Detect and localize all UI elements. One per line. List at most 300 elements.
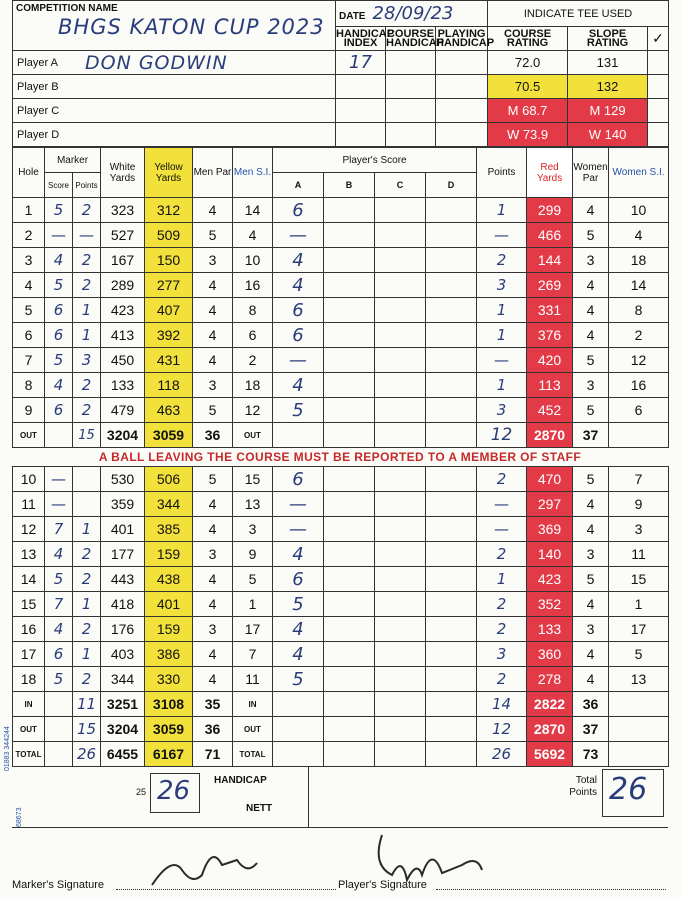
women-par: 4: [573, 198, 609, 223]
hole-row: [13, 348, 669, 373]
white-yards: 403: [101, 642, 145, 667]
player-d-score: [426, 467, 477, 492]
men-si: 11: [233, 667, 273, 692]
hole-number: 2: [13, 223, 45, 248]
player-d-score: [426, 198, 477, 223]
hole-row: [13, 223, 669, 248]
total-men-par: 71: [193, 742, 233, 767]
player-c-score: [375, 273, 426, 298]
player-d-score: [426, 348, 477, 373]
player-a-score: 6: [273, 198, 324, 223]
player-row-a: [13, 51, 669, 75]
stableford-points: 2: [477, 667, 527, 692]
marker-points: 2: [73, 617, 101, 642]
player-c-score: [375, 517, 426, 542]
total-points: 26: [477, 742, 527, 767]
marker-score: 5: [45, 567, 73, 592]
yellow-yards: 407: [145, 298, 193, 323]
men-par: 4: [193, 298, 233, 323]
hole-row: [13, 467, 669, 492]
player-d-score: [426, 298, 477, 323]
out-points: 12: [477, 423, 527, 448]
women-si: 6: [609, 398, 669, 423]
marker-score: 6: [45, 323, 73, 348]
women-si: 17: [609, 617, 669, 642]
red-yards: 133: [527, 617, 573, 642]
yellow-yards: 401: [145, 592, 193, 617]
total-white: 3204: [101, 717, 145, 742]
total-d: [426, 742, 477, 767]
women-par: 4: [573, 667, 609, 692]
player-c-score: [375, 467, 426, 492]
white-yards: 413: [101, 323, 145, 348]
men-par: 4: [193, 198, 233, 223]
yellow-yards: 150: [145, 248, 193, 273]
total-d: [426, 692, 477, 717]
marker-signature-scribble: [142, 835, 272, 895]
stableford-points: 3: [477, 273, 527, 298]
red-yards: 470: [527, 467, 573, 492]
women-par: 4: [573, 517, 609, 542]
player-c-score: [375, 398, 426, 423]
red-yards: 376: [527, 323, 573, 348]
player-a-score: 6: [273, 467, 324, 492]
hole-number: 6: [13, 323, 45, 348]
women-par: 4: [573, 492, 609, 517]
total-points: 14: [477, 692, 527, 717]
total-b: [324, 692, 375, 717]
total-men-par: 36: [193, 717, 233, 742]
hole-row: [13, 592, 669, 617]
slope-rating-red-women: W 140: [568, 123, 648, 147]
col-player-b: B: [324, 173, 375, 198]
white-yards: 323: [101, 198, 145, 223]
white-yards: 527: [101, 223, 145, 248]
col-marker: Marker: [45, 148, 101, 173]
player-c-course-handicap: [386, 99, 436, 123]
women-par: 4: [573, 273, 609, 298]
men-par: 3: [193, 542, 233, 567]
player-d-score: [426, 398, 477, 423]
total-yellow: 3108: [145, 692, 193, 717]
white-yards: 167: [101, 248, 145, 273]
out-white: 3204: [101, 423, 145, 448]
marker-score: 4: [45, 617, 73, 642]
women-si: 10: [609, 198, 669, 223]
tee-check-yellow: [648, 75, 669, 99]
players-signature-label: Player's Signature: [338, 879, 427, 891]
player-c-score: [375, 542, 426, 567]
total-label: TOTAL: [13, 742, 45, 767]
women-par: 3: [573, 373, 609, 398]
player-b-course-handicap: [386, 75, 436, 99]
course-rating-header: COURSE RATING: [488, 27, 568, 51]
stableford-points: 2: [477, 467, 527, 492]
total-yellow: 3059: [145, 717, 193, 742]
player-d-score: [426, 492, 477, 517]
red-yards: 452: [527, 398, 573, 423]
stableford-points: 2: [477, 617, 527, 642]
hole-row: [13, 373, 669, 398]
marker-points: 1: [73, 642, 101, 667]
men-par: 5: [193, 223, 233, 248]
women-si: 14: [609, 273, 669, 298]
out-c: [375, 423, 426, 448]
handicap-nett-box: [206, 767, 308, 827]
player-d-score: [426, 667, 477, 692]
slope-rating-red-men: M 129: [568, 99, 648, 123]
player-row-c: [13, 99, 669, 123]
out-men-par: 36: [193, 423, 233, 448]
hole-number: 17: [13, 642, 45, 667]
nett-divider: [308, 767, 329, 827]
total-marker-score: [45, 742, 73, 767]
yellow-yards: 438: [145, 567, 193, 592]
white-yards: 450: [101, 348, 145, 373]
marker-score: 6: [45, 298, 73, 323]
yellow-yards: 312: [145, 198, 193, 223]
men-si: 13: [233, 492, 273, 517]
white-yards: 177: [101, 542, 145, 567]
player-d-score: [426, 223, 477, 248]
col-men-par: Men Par: [193, 148, 233, 198]
out-women-si: [609, 423, 669, 448]
total-a: [273, 717, 324, 742]
red-yards: 369: [527, 517, 573, 542]
player-a-score: 4: [273, 248, 324, 273]
hole-row: [13, 273, 669, 298]
yellow-yards: 431: [145, 348, 193, 373]
men-si: 6: [233, 323, 273, 348]
men-par: 3: [193, 373, 233, 398]
men-par: 3: [193, 248, 233, 273]
player-d-score: [426, 642, 477, 667]
women-par: 4: [573, 298, 609, 323]
total-women-par: 37: [573, 717, 609, 742]
stableford-points: —: [477, 492, 527, 517]
marker-score: —: [45, 223, 73, 248]
hole-number: 7: [13, 348, 45, 373]
col-marker-score: Score: [45, 173, 73, 198]
player-d-course-handicap: [386, 123, 436, 147]
hole-row: [13, 617, 669, 642]
out-label-2: OUT: [233, 423, 273, 448]
out-d: [426, 423, 477, 448]
out-label: OUT: [13, 423, 45, 448]
white-yards: 133: [101, 373, 145, 398]
men-si: 16: [233, 273, 273, 298]
player-d-score: [426, 373, 477, 398]
player-a-score: 4: [273, 617, 324, 642]
white-yards: 344: [101, 667, 145, 692]
men-si: 7: [233, 642, 273, 667]
red-yards: 144: [527, 248, 573, 273]
total-points-label: Total Points: [569, 775, 597, 798]
marker-score: 5: [45, 198, 73, 223]
marker-score: 7: [45, 517, 73, 542]
men-si: 12: [233, 398, 273, 423]
out-a: [273, 423, 324, 448]
total-yellow: 6167: [145, 742, 193, 767]
player-a-score: 6: [273, 323, 324, 348]
marker-points: 2: [73, 667, 101, 692]
hole-row: [13, 642, 669, 667]
marker-score: 7: [45, 592, 73, 617]
hole-number: 14: [13, 567, 45, 592]
women-par: 5: [573, 398, 609, 423]
men-par: 3: [193, 617, 233, 642]
women-si: 9: [609, 492, 669, 517]
hole-number: 10: [13, 467, 45, 492]
stableford-points: 2: [477, 592, 527, 617]
total-women-par: 36: [573, 692, 609, 717]
marker-score: 4: [45, 542, 73, 567]
total-c: [375, 692, 426, 717]
white-yards: 418: [101, 592, 145, 617]
hole-number: 9: [13, 398, 45, 423]
player-c-score: [375, 248, 426, 273]
men-par: 4: [193, 273, 233, 298]
player-c-score: [375, 323, 426, 348]
player-b-score: [324, 542, 375, 567]
player-b-score: [324, 592, 375, 617]
marker-score: 5: [45, 348, 73, 373]
women-par: 3: [573, 617, 609, 642]
white-yards: 530: [101, 467, 145, 492]
player-b-score: [324, 567, 375, 592]
phone-number: 01883 344244: [4, 726, 11, 771]
indicate-tee: INDICATE TEE USED: [488, 1, 669, 27]
player-c-score: [375, 298, 426, 323]
red-yards: 140: [527, 542, 573, 567]
total-b: [324, 717, 375, 742]
stableford-points: 2: [477, 542, 527, 567]
marker-score: 6: [45, 398, 73, 423]
player-d-score: [426, 248, 477, 273]
player-c-score: [375, 373, 426, 398]
player-c-score: [375, 617, 426, 642]
total-row: [13, 692, 669, 717]
white-yards: 423: [101, 298, 145, 323]
player-a-score: —: [273, 223, 324, 248]
men-par: 5: [193, 467, 233, 492]
player-c-score: [375, 567, 426, 592]
player-b-score: [324, 273, 375, 298]
men-si: 9: [233, 542, 273, 567]
stableford-points: 1: [477, 298, 527, 323]
yellow-yards: 344: [145, 492, 193, 517]
marker-points: 2: [73, 542, 101, 567]
men-par: 4: [193, 667, 233, 692]
marker-score: 4: [45, 373, 73, 398]
women-si: 16: [609, 373, 669, 398]
tee-check-white: [648, 51, 669, 75]
player-a-cell: [13, 51, 336, 75]
player-b-score: [324, 198, 375, 223]
total-marker-points: 26: [73, 742, 101, 767]
print-code: 68673: [16, 807, 23, 827]
slope-rating-header: SLOPE RATING: [568, 27, 648, 51]
player-b-score: [324, 223, 375, 248]
marker-total-small: 25: [136, 787, 147, 797]
women-si: 12: [609, 348, 669, 373]
player-b-playing-handicap: [436, 75, 488, 99]
player-a-playing-handicap: [436, 51, 488, 75]
women-si: 4: [609, 223, 669, 248]
player-a-course-handicap: [386, 51, 436, 75]
marker-total-box: [150, 773, 200, 813]
player-a-score: —: [273, 517, 324, 542]
competition-cell: [13, 1, 336, 51]
markers-signature-line: [116, 889, 336, 890]
women-par: 3: [573, 248, 609, 273]
white-yards: 443: [101, 567, 145, 592]
player-a-score: —: [273, 492, 324, 517]
player-b-score: [324, 492, 375, 517]
white-yards: 359: [101, 492, 145, 517]
total-marker-score: [45, 717, 73, 742]
hole-number: 8: [13, 373, 45, 398]
player-d-score: [426, 517, 477, 542]
course-rating-yellow: 70.5: [488, 75, 568, 99]
men-par: 4: [193, 642, 233, 667]
player-b-score: [324, 467, 375, 492]
red-yards: 269: [527, 273, 573, 298]
marker-points: 2: [73, 398, 101, 423]
total-red: 5692: [527, 742, 573, 767]
player-b-score: [324, 348, 375, 373]
out-row: [13, 423, 669, 448]
hole-row: [13, 398, 669, 423]
stableford-points: 3: [477, 398, 527, 423]
white-yards: 401: [101, 517, 145, 542]
player-a-score: 4: [273, 373, 324, 398]
hole-row: [13, 248, 669, 273]
player-b-score: [324, 667, 375, 692]
total-label-2: OUT: [233, 717, 273, 742]
yellow-yards: 277: [145, 273, 193, 298]
marker-points: 1: [73, 592, 101, 617]
hole-number: 16: [13, 617, 45, 642]
red-yards: 466: [527, 223, 573, 248]
men-si: 18: [233, 373, 273, 398]
yellow-yards: 463: [145, 398, 193, 423]
player-d-score: [426, 567, 477, 592]
total-a: [273, 742, 324, 767]
men-si: 17: [233, 617, 273, 642]
col-white-yards: White Yards: [101, 148, 145, 198]
total-men-par: 35: [193, 692, 233, 717]
total-label: OUT: [13, 717, 45, 742]
women-par: 3: [573, 542, 609, 567]
red-yards: 420: [527, 348, 573, 373]
men-si: 5: [233, 567, 273, 592]
player-a-label: Player A: [17, 56, 58, 69]
player-d-score: [426, 273, 477, 298]
footer-totals: [12, 767, 668, 828]
marker-points: 2: [73, 273, 101, 298]
total-women-si: [609, 717, 669, 742]
hole-row: [13, 542, 669, 567]
women-si: 7: [609, 467, 669, 492]
yellow-yards: 386: [145, 642, 193, 667]
marker-points: 1: [73, 517, 101, 542]
front-nine-table: [12, 147, 669, 448]
stableford-points: 1: [477, 198, 527, 223]
slope-rating-white: 131: [568, 51, 648, 75]
stableford-points: 1: [477, 323, 527, 348]
player-c-playing-handicap: [436, 99, 488, 123]
player-d-score: [426, 323, 477, 348]
women-si: 8: [609, 298, 669, 323]
yellow-yards: 330: [145, 667, 193, 692]
women-si: 18: [609, 248, 669, 273]
total-c: [375, 717, 426, 742]
player-b-score: [324, 323, 375, 348]
player-a-score: 4: [273, 542, 324, 567]
course-handicap-header: COURSE HANDICAP: [386, 27, 445, 49]
player-c-score: [375, 348, 426, 373]
player-d-score: [426, 542, 477, 567]
men-par: 4: [193, 492, 233, 517]
white-yards: 479: [101, 398, 145, 423]
red-yards: 423: [527, 567, 573, 592]
stableford-points: —: [477, 517, 527, 542]
total-white: 3251: [101, 692, 145, 717]
marker-points: 1: [73, 298, 101, 323]
player-b-score: [324, 517, 375, 542]
tee-check-red: [648, 99, 669, 123]
men-si: 8: [233, 298, 273, 323]
total-row: [13, 717, 669, 742]
out-red: 2870: [527, 423, 573, 448]
men-si: 10: [233, 248, 273, 273]
hole-number: 5: [13, 298, 45, 323]
total-label-2: TOTAL: [233, 742, 273, 767]
marker-points: [73, 492, 101, 517]
marker-score: 6: [45, 642, 73, 667]
total-women-si: [609, 742, 669, 767]
date-label: DATE: [339, 11, 366, 22]
total-label-2: IN: [233, 692, 273, 717]
hole-row: [13, 517, 669, 542]
women-par: 4: [573, 642, 609, 667]
red-yards: 352: [527, 592, 573, 617]
player-b-handicap-index: [336, 75, 386, 99]
women-si: 11: [609, 542, 669, 567]
marker-points: 1: [73, 323, 101, 348]
player-b-score: [324, 617, 375, 642]
yellow-yards: 506: [145, 467, 193, 492]
player-a-score: 4: [273, 273, 324, 298]
men-par: 4: [193, 567, 233, 592]
total-white: 6455: [101, 742, 145, 767]
scorecard: [4, 0, 668, 897]
total-red: 2870: [527, 717, 573, 742]
white-yards: 176: [101, 617, 145, 642]
col-men-si: Men S.I.: [233, 148, 273, 198]
stableford-points: 1: [477, 567, 527, 592]
competition-name: BHGS KATON CUP 2023: [58, 15, 325, 39]
player-b-score: [324, 398, 375, 423]
women-par: 5: [573, 348, 609, 373]
player-c-score: [375, 198, 426, 223]
player-a-score: 6: [273, 298, 324, 323]
men-par: 5: [193, 398, 233, 423]
hole-number: 15: [13, 592, 45, 617]
players-signature-line: [436, 889, 666, 890]
women-par: 5: [573, 223, 609, 248]
